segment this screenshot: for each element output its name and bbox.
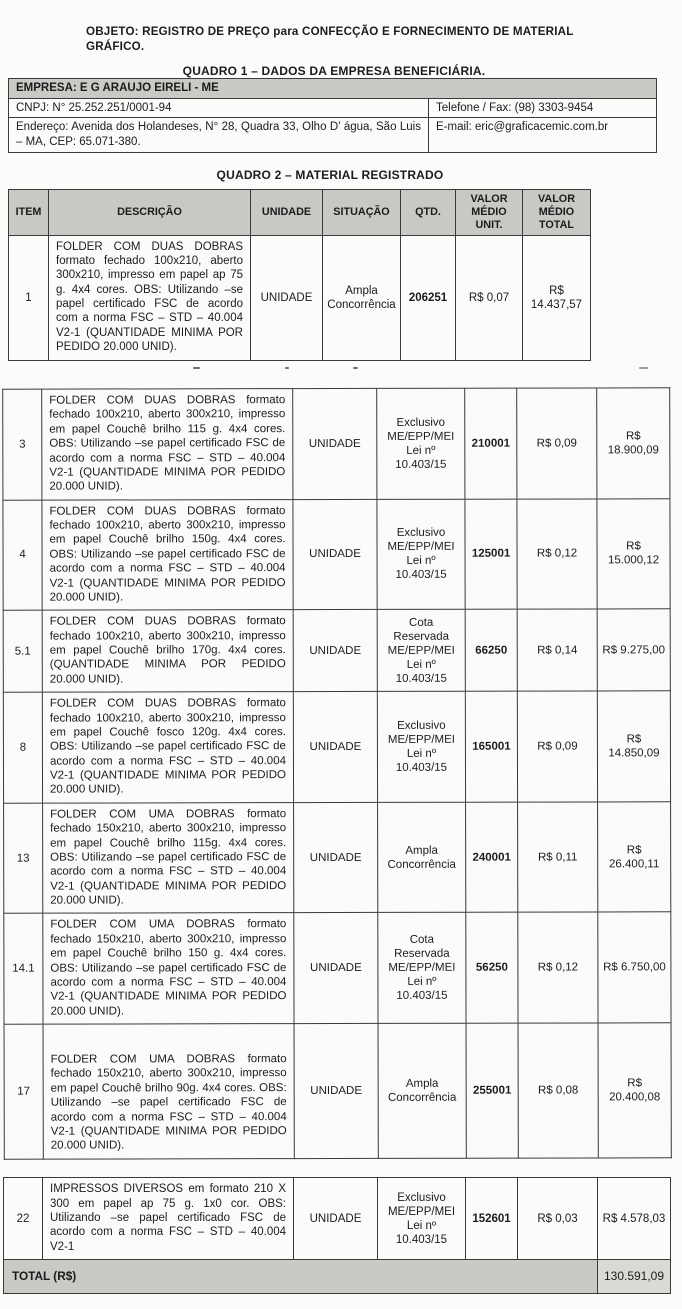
- quadro1-title: QUADRO 1 – DADOS DA EMPRESA BENEFICIÁRIA.: [182, 63, 486, 78]
- empresa-endereco-cell: Endereço: Avenida dos Holandeses, N° 28, Quadra 33, Olho D' água, São Luis – MA, CEP: 65.071-380.: [9, 118, 429, 153]
- valor-medio-total-cell: R$ 4.578,03: [598, 1178, 671, 1260]
- valor-medio-unit-cell: R$ 0,03: [518, 1178, 598, 1260]
- item-cell: 5.1: [3, 610, 42, 692]
- valor-medio-unit-cell: R$ 0,08: [518, 1023, 598, 1158]
- material-header-row: [9, 190, 591, 235]
- valor-medio-unit-cell: R$ 0,11: [518, 801, 598, 912]
- situacao-cell: Exclusivo ME/EPP/MEI Lei nº 10.403/15: [378, 1178, 466, 1260]
- qtd-cell: 206251: [401, 235, 456, 360]
- qtd-cell: 152601: [466, 1178, 518, 1260]
- descricao-cell: IMPRESSOS DIVERSOS em formato 210 X 300 em papel ap 75 g. 1x0 cor. OBS: Utilizando –se papel certificado FSC de acordo com a norma FSC – STD – 40.004 V2-1: [43, 1178, 294, 1260]
- scan-artifact-dashes: [3, 361, 670, 374]
- descricao-cell: FOLDER COM UMA DOBRAS formato fechado 150x210, aberto 300x210, impresso em papel Couchê brilho 90g. 4x4 cores. OBS: Utilizando –se papel certificado FSC de acordo com a norma FSC – STD – 40.004 V2-1 (QUANTIDADE MINIMA POR PEDIDO 20.000 UNID).: [43, 1023, 294, 1158]
- valor-medio-total-cell: R$ 9.275,00: [597, 609, 670, 691]
- valor-medio-unit-cell: R$ 0,09: [517, 691, 597, 802]
- total-value: 130.591,09: [598, 1260, 671, 1294]
- valor-medio-total-cell: R$ 14.850,09: [597, 690, 670, 801]
- item-cell: 1: [9, 235, 49, 360]
- descricao-cell: FOLDER COM DUAS DOBRAS formato fechado 100x210, aberto 300x210, impresso em papel ap 75 g. 4x4 cores. OBS: Utilizando –se papel certificado FSC de acordo com a norma FSC – STD – 40.004 V2-1 (QUANTIDADE MINIMA POR PEDIDO 20.000 UNID).: [49, 235, 251, 360]
- item-cell: 13: [4, 802, 43, 913]
- situacao-cell: Exclusivo ME/EPP/MEI Lei nº 10.403/15: [377, 388, 465, 499]
- valor-medio-total-cell: R$ 18.900,09: [597, 387, 670, 498]
- material-table-page1: [8, 189, 591, 360]
- empresa-endereco-row: [9, 118, 657, 153]
- material-row: [4, 1022, 671, 1158]
- header-descricao: DESCRIÇÃO: [49, 190, 251, 235]
- valor-medio-unit-cell: R$ 0,12: [518, 912, 598, 1023]
- unidade-cell: UNIDADE: [294, 802, 378, 913]
- situacao-cell: Ampla Concorrência: [378, 1023, 466, 1158]
- unidade-cell: UNIDADE: [293, 609, 377, 691]
- situacao-cell: Ampla Concorrência: [323, 235, 401, 360]
- quadro2-title: QUADRO 2 – MATERIAL REGISTRADO: [216, 168, 444, 183]
- item-cell: 8: [3, 692, 42, 803]
- descricao-cell: FOLDER COM DUAS DOBRAS formato fechado 100x210, aberto 300x210, impresso em papel Couchê brilho 170g. 4x4 cores. (QUANTIDADE MINIMA POR PEDIDO 20.000 UNID).: [42, 609, 293, 691]
- empresa-cnpj-cell: CNPJ: N° 25.252.251/0001-94: [9, 98, 429, 118]
- material-row: [9, 235, 591, 360]
- material-table-page2: [2, 387, 672, 1159]
- unidade-cell: UNIDADE: [293, 691, 377, 802]
- valor-medio-unit-cell: R$ 0,07: [456, 235, 523, 360]
- header-valor-medio-unit: VALOR MÉDIO UNIT.: [456, 190, 523, 235]
- empresa-cnpj-row: [9, 98, 657, 118]
- empresa-name-cell: EMPRESA: E G ARAUJO EIRELI - ME: [9, 78, 657, 98]
- situacao-cell: Exclusivo ME/EPP/MEI Lei nº 10.403/15: [377, 498, 465, 609]
- unidade-cell: UNIDADE: [293, 388, 377, 499]
- total-label: TOTAL (R$): [4, 1260, 598, 1294]
- situacao-cell: Ampla Concorrência: [378, 802, 466, 913]
- valor-medio-total-cell: R$ 15.000,12: [597, 498, 670, 609]
- qtd-cell: 240001: [466, 801, 518, 912]
- valor-medio-total-cell: R$ 26.400,11: [598, 801, 671, 912]
- descricao-cell: FOLDER COM DUAS DOBRAS formato fechado 100x210, aberto 300x210, impresso em papel Couchê brilho 150g. 4x4 cores. OBS: Utilizando –se papel certificado FSC de acordo com a norma FSC – STD – 40.004 V2-1 (QUANTIDADE MINIMA POR PEDIDO 20.000 UNID).: [42, 499, 293, 610]
- qtd-cell: 56250: [466, 912, 518, 1023]
- material-row: [3, 690, 670, 802]
- empresa-table: [8, 78, 657, 154]
- item-cell: 14.1: [4, 913, 43, 1024]
- valor-medio-total-cell: R$ 20.400,08: [598, 1022, 671, 1157]
- item-cell: 3: [3, 389, 42, 500]
- valor-medio-total-cell: R$ 6.750,00: [598, 912, 671, 1023]
- valor-medio-unit-cell: R$ 0,09: [517, 388, 597, 499]
- descricao-cell: FOLDER COM DUAS DOBRAS formato fechado 100x210, aberto 300x210, impresso em papel Couchê fosco 120g. 4x4 cores. OBS: Utilizando –se papel certificado FSC de acordo com a norma FSC – STD – 40.004 V2-1 (QUANTIDADE MINIMA POR PEDIDO 20.000 UNID).: [42, 691, 293, 802]
- unidade-cell: UNIDADE: [251, 235, 323, 360]
- material-row: [4, 912, 671, 1024]
- unidade-cell: UNIDADE: [293, 499, 377, 610]
- header-qtd: QTD.: [401, 190, 456, 235]
- unidade-cell: UNIDADE: [294, 1178, 378, 1260]
- descricao-cell: FOLDER COM UMA DOBRAS formato fechado 150x210, aberto 300x210, impresso em papel Couchê brilho 115g. 4x4 cores. OBS: Utilizando –se papel certificado FSC de acordo com a norma FSC – STD – 40.004 V2-1 (QUANTIDADE MINIMA POR PEDIDO 20.000 UNID).: [43, 802, 294, 913]
- material-row: [4, 1178, 671, 1260]
- item-cell: 17: [4, 1024, 43, 1159]
- material-row: [4, 801, 671, 913]
- qtd-cell: 210001: [465, 388, 517, 499]
- total-row: [4, 1260, 671, 1294]
- header-unidade: UNIDADE: [251, 190, 323, 235]
- valor-medio-unit-cell: R$ 0,14: [517, 609, 597, 691]
- item-cell: 4: [3, 499, 42, 610]
- unidade-cell: UNIDADE: [294, 912, 378, 1023]
- header-valor-medio-total: VALOR MÉDIO TOTAL: [523, 190, 591, 235]
- material-row: [3, 498, 670, 610]
- qtd-cell: 66250: [465, 609, 517, 691]
- valor-medio-unit-cell: R$ 0,12: [517, 498, 597, 609]
- material-row: [3, 609, 670, 692]
- empresa-email-cell: E-mail: eric@graficacemic.com.br: [429, 118, 657, 153]
- qtd-cell: 165001: [465, 691, 517, 802]
- material-row: [3, 387, 670, 499]
- unidade-cell: UNIDADE: [294, 1023, 378, 1158]
- header-item: ITEM: [9, 190, 49, 235]
- qtd-cell: 125001: [465, 498, 517, 609]
- situacao-cell: Cota Reservada ME/EPP/MEI Lei nº 10.403/15: [378, 912, 466, 1023]
- situacao-cell: Exclusivo ME/EPP/MEI Lei nº 10.403/15: [377, 691, 465, 802]
- situacao-cell: Cota Reservada ME/EPP/MEI Lei nº 10.403/15: [377, 609, 465, 691]
- valor-medio-total-cell: R$ 14.437,57: [523, 235, 591, 360]
- empresa-telefone-cell: Telefone / Fax: (98) 3303-9454: [429, 98, 657, 118]
- material-table-page3: [3, 1177, 671, 1294]
- qtd-cell: 255001: [466, 1023, 518, 1158]
- objeto-heading: OBJETO: REGISTRO DE PREÇO para CONFECÇÃO E FORNECIMENTO DE MATERIAL GRÁFICO.: [86, 25, 574, 54]
- item-cell: 22: [4, 1178, 43, 1260]
- descricao-cell: FOLDER COM UMA DOBRAS formato fechado 150x210, aberto 300x210, impresso em papel Couchê brilho 150 g. 4x4 cores. OBS: Utilizando –se papel certificado FSC de acordo com a norma FSC – STD – 40.004 V2-1 (QUANTIDADE MINIMA POR PEDIDO 20.000 UNID).: [43, 913, 294, 1024]
- header-situacao: SITUAÇÃO: [323, 190, 401, 235]
- descricao-cell: FOLDER COM DUAS DOBRAS formato fechado 100x210, aberto 300x210, impresso em papel Couchê brilho 115 g. 4x4 cores. OBS: Utilizando –se papel certificado FSC de acordo com a norma FSC – STD – 40.004 V2-1 (QUANTIDADE MINIMA POR PEDIDO 20.000 UNID).: [42, 388, 293, 499]
- empresa-name-row: [9, 78, 657, 98]
